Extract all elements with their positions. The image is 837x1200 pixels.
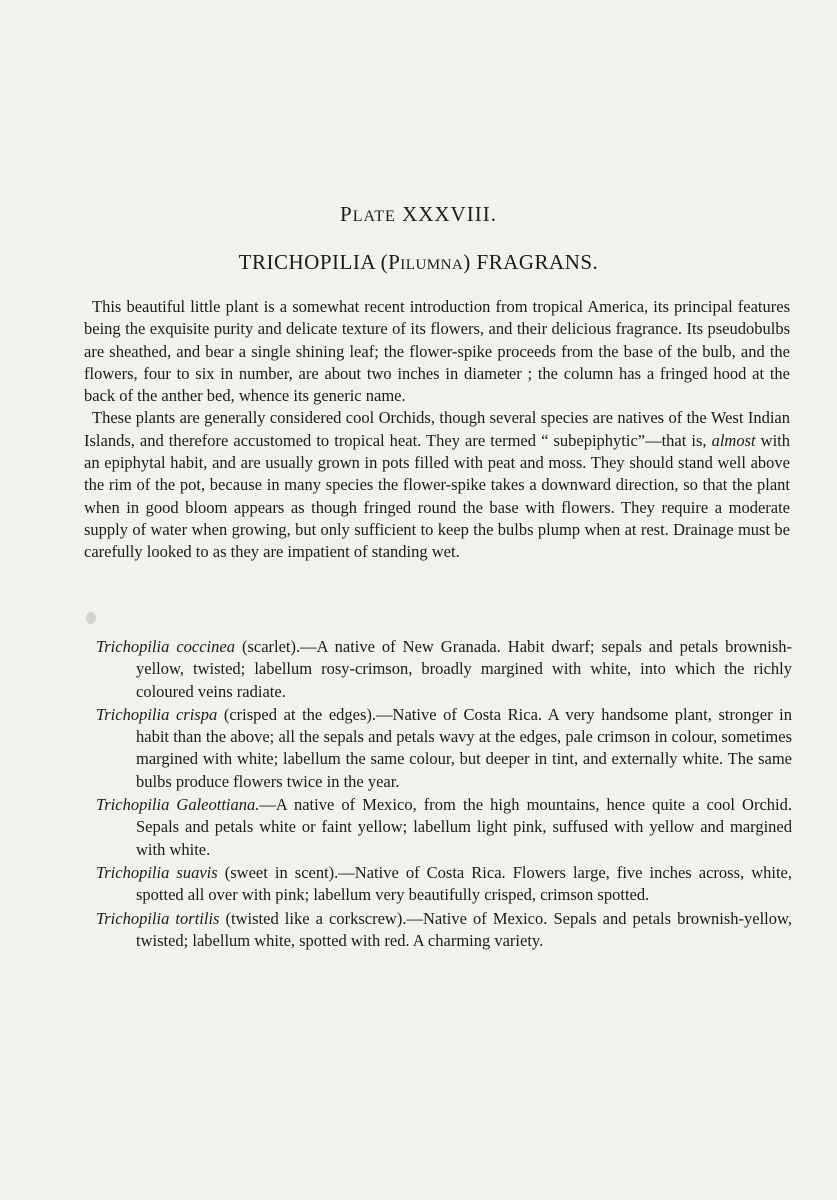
species-entry (96, 908, 792, 953)
species-name: Trichopilia Galeottiana. (96, 795, 260, 815)
ink-spot (86, 612, 96, 624)
species-list (96, 636, 792, 953)
species-name: Trichopilia suavis (96, 862, 218, 882)
paragraph-2-before: These plants are generally considered cool Orchids, though several species are natives of the West Indian Islands, and therefore accustomed to tropical heat. They are termed “ subepiphytic”—that is, (84, 408, 790, 450)
species-entry (96, 636, 792, 703)
species-name: Trichopilia coccinea (96, 637, 235, 656)
paragraph-2-after: with an epiphytal habit, and are usually grown in pots filled with peat and moss. They should stand well above the rim of the pot, because in many species the flower-spike takes a downward direction, so that the plant when in good bloom appears as though fringed round the base with flowers. They require a moderate supply of water when growing, but only sufficient to keep the bulbs plump when at rest. Drainage must be carefully looked to as they are impatient of standing wet. (84, 430, 790, 562)
species-name: Trichopilia crispa (96, 704, 218, 724)
title-part1: TRICHOPILIA ( (238, 250, 389, 274)
plate-prefix-cap: P (340, 202, 353, 226)
species-description: (sweet in scent).—Native of Costa Rica. Flowers large, five inches across, white, spotted all over with pink; labellum very beautifully crisped, crimson spotted. (136, 862, 792, 905)
paragraph-2-italic: almost (711, 430, 756, 450)
species-entry (96, 862, 792, 907)
species-description: (crisped at the edges).—Native of Costa Rica. A very handsome plant, stronger in habit than the above; all the sepals and petals wavy at the edges, pale crimson in colour, sometimes margined with white; labellum the same colour, but deeper in tint, and externally white. The same bulbs produce flowers twice in the year. (136, 704, 792, 791)
plate-numeral: XXXVIII. (402, 202, 497, 226)
body-text (84, 296, 790, 564)
species-entry (96, 704, 792, 793)
species-name: Trichopilia tortilis (96, 908, 220, 928)
species-description: (twisted like a corkscrew).—Native of Mexico. Sepals and petals brownish-yellow, twisted; labellum white, spotted with red. A charming variety. (136, 908, 792, 950)
title-sub-cap: P (388, 250, 401, 274)
plate-prefix-rest: LATE (352, 208, 396, 225)
paragraph-1: This beautiful little plant is a somewhat recent introduction from tropical America, its principal features being the exquisite purity and delicate texture of its flowers, and their delicious fragrance. Its pseudobulbs are sheathed, and bear a single shining leaf; the flower-spike proceeds from the base of the bulb, and the flowers, four to six in number, are about two inches in diameter ; the column has a fringed hood at the back of the anther bed, whence its generic name. (84, 297, 790, 406)
page-title (0, 250, 837, 275)
species-entry (96, 794, 792, 861)
species-description: —A native of Mexico, from the high mountains, hence quite a cool Orchid. Sepals and petals white or faint yellow; labellum light pink, suffused with yellow and margined with white. (136, 795, 792, 859)
paragraph-2 (84, 407, 790, 563)
plate-heading (0, 202, 837, 227)
title-sub-rest: ILUMNA (400, 257, 464, 273)
species-description: (scarlet).—A native of New Granada. Habit dwarf; sepals and petals brownish-yellow, twisted; labellum rosy-crimson, broadly margined with white, into which the richly coloured veins radiate. (136, 637, 792, 701)
title-part2: ) FRAGRANS. (463, 250, 599, 274)
